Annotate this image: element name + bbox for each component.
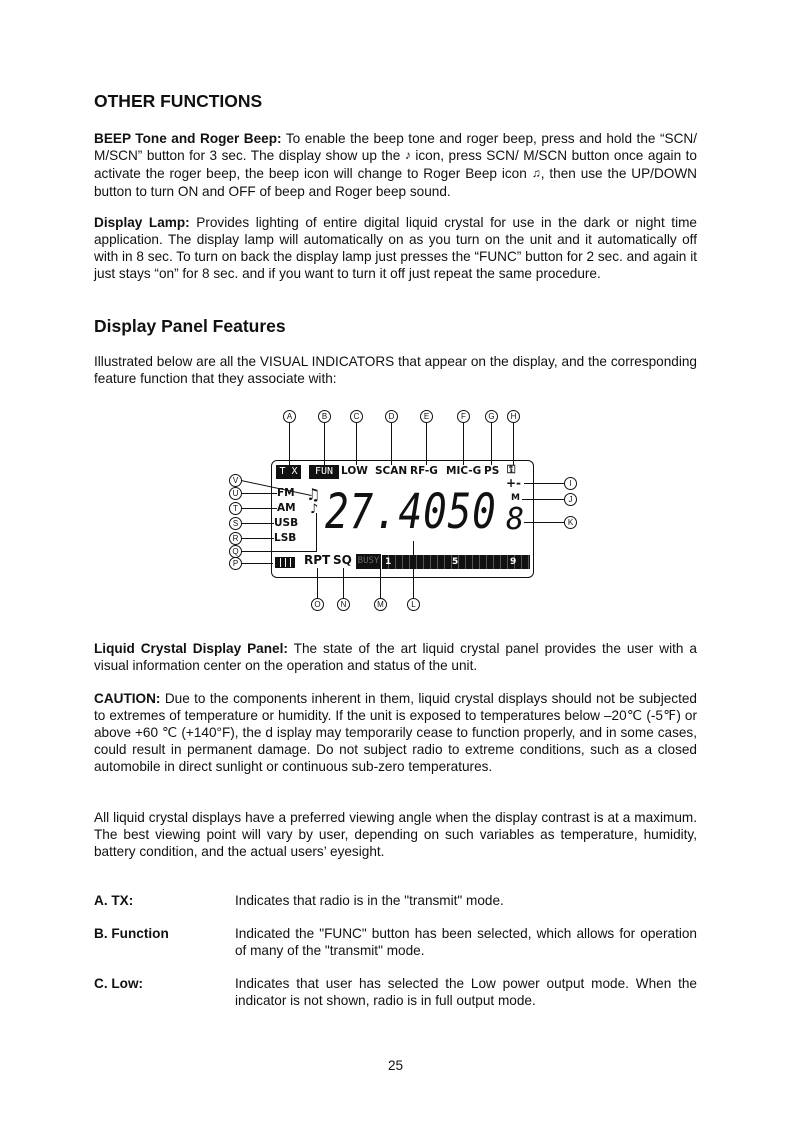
memory-indicator: M [511, 493, 520, 503]
roger-beep-icon: ♫ [531, 166, 541, 180]
callout-j: J [564, 493, 577, 506]
channel-digit: 8 [506, 502, 525, 537]
callout-k: K [564, 516, 577, 529]
paragraph-illustrated: Illustrated below are all the VISUAL INDICATORS that appear on the display, and the corresponding feature function that they associate with: [94, 354, 697, 386]
callout-d: D [385, 410, 398, 423]
paragraph-beep-tone: BEEP Tone and Roger Beep: To enable the beep tone and roger beep, press and hold the “SCN/ M/SCN” button for 3 sec. The display show up the ♪ icon, press SCN/ M/SCN button once again to activate the roger beep, the beep icon will change to Roger Beep icon ♫, then use the UP/DOWN button to turn ON and OFF of beep and Roger beep sound. [94, 131, 697, 199]
paragraph-caution: CAUTION: Due to the components inherent in them, liquid crystal displays should not be subjected to extremes of temperature or humidity. If the unit is exposed to temperatures below –20℃ (-5℉) or above +60 ℃ (+140°F), the d isplay may temporarily cease to function properly, and in some cases, could result in permanent damage. Do not subject radio to extreme conditions, such as a closed automobile in direct sunlight or continuous sub-zero temperatures. [94, 691, 697, 774]
definition-row: C. Low: Indicates that user has selected the Low power output mode. When the indicator is not shown, radio is in full output mode. [94, 976, 697, 1008]
sq-indicator: SQ [333, 553, 352, 567]
func-indicator: FUN [309, 465, 339, 479]
callout-i: I [564, 477, 577, 490]
am-indicator: AM [277, 502, 296, 514]
low-indicator: LOW [341, 465, 368, 477]
battery-icon [275, 557, 295, 568]
rpt-indicator: RPT [304, 553, 331, 567]
ps-indicator: PS [484, 465, 500, 477]
callout-t: T [229, 502, 242, 515]
lsb-indicator: LSB [274, 532, 297, 544]
beep-icon: ♪ [310, 502, 319, 517]
callout-g: G [485, 410, 498, 423]
busy-indicator: BUSY [356, 554, 381, 569]
section-heading-display-panel: Display Panel Features [94, 316, 286, 336]
usb-indicator: USB [274, 517, 299, 529]
paragraph-display-lamp: Display Lamp: Provides lighting of entire digital liquid crystal for use in the dark or night time application. The display lamp will automatically on as you turn on the unit and it automatically off with in 8 sec. To turn on back the display lamp just presses the “FUNC” button for 2 sec. and again it just stays “on” for 8 sec. and if you want to turn it off just repeat the same procedure. [94, 215, 697, 281]
tx-indicator: T X [276, 465, 301, 479]
definition-row: B. Function Indicated the "FUNC" button has been selected, which allows for operation of many of the "transmit" mode. [94, 926, 697, 958]
callout-s: S [229, 517, 242, 530]
page-number: 25 [387, 1058, 404, 1073]
frequency-display: 27.4050 [325, 484, 497, 540]
callout-r: R [229, 532, 242, 545]
callout-b: B [318, 410, 331, 423]
callout-e: E [420, 410, 433, 423]
plus-minus-indicator: +- [506, 476, 522, 490]
micg-indicator: MIC-G [446, 465, 482, 477]
callout-c: C [350, 410, 363, 423]
indicator-definitions [94, 892, 697, 1025]
section-heading-other-functions: OTHER FUNCTIONS [94, 91, 263, 111]
callout-m: M [374, 598, 387, 611]
roger-beep-icon: ♫ [306, 485, 321, 504]
beep-note-icon: ♪ [404, 148, 411, 162]
lcd-diagram [222, 405, 592, 620]
key-lock-icon: ⚿ [507, 463, 516, 476]
callout-n: N [337, 598, 350, 611]
callout-q: Q [229, 545, 242, 558]
paragraph-viewing-angle: All liquid crystal displays have a preferred viewing angle when the display contrast is at a maximum. The best viewing point will vary by user, depending on such variables as temperature, humidity, battery condition, and the actual users’ eyesight. [94, 810, 697, 859]
scan-indicator: SCAN [375, 465, 408, 477]
definition-row: A. TX: Indicates that radio is in the "transmit" mode. [94, 893, 504, 908]
callout-l: L [407, 598, 420, 611]
fm-indicator: FM [277, 487, 295, 499]
callout-v: V [229, 474, 242, 487]
callout-a: A [283, 410, 296, 423]
signal-meter: 1 5 9 [382, 555, 530, 569]
paragraph-lcd-panel: Liquid Crystal Display Panel: The state of the art liquid crystal panel provides the user with a visual information center on the operation and status of the unit. [94, 641, 697, 673]
callout-p: P [229, 557, 242, 570]
callout-f: F [457, 410, 470, 423]
callout-u: U [229, 487, 242, 500]
rfg-indicator: RF-G [410, 465, 438, 477]
callout-h: H [507, 410, 520, 423]
callout-o: O [311, 598, 324, 611]
beep-label: BEEP Tone and Roger Beep: [94, 131, 282, 146]
